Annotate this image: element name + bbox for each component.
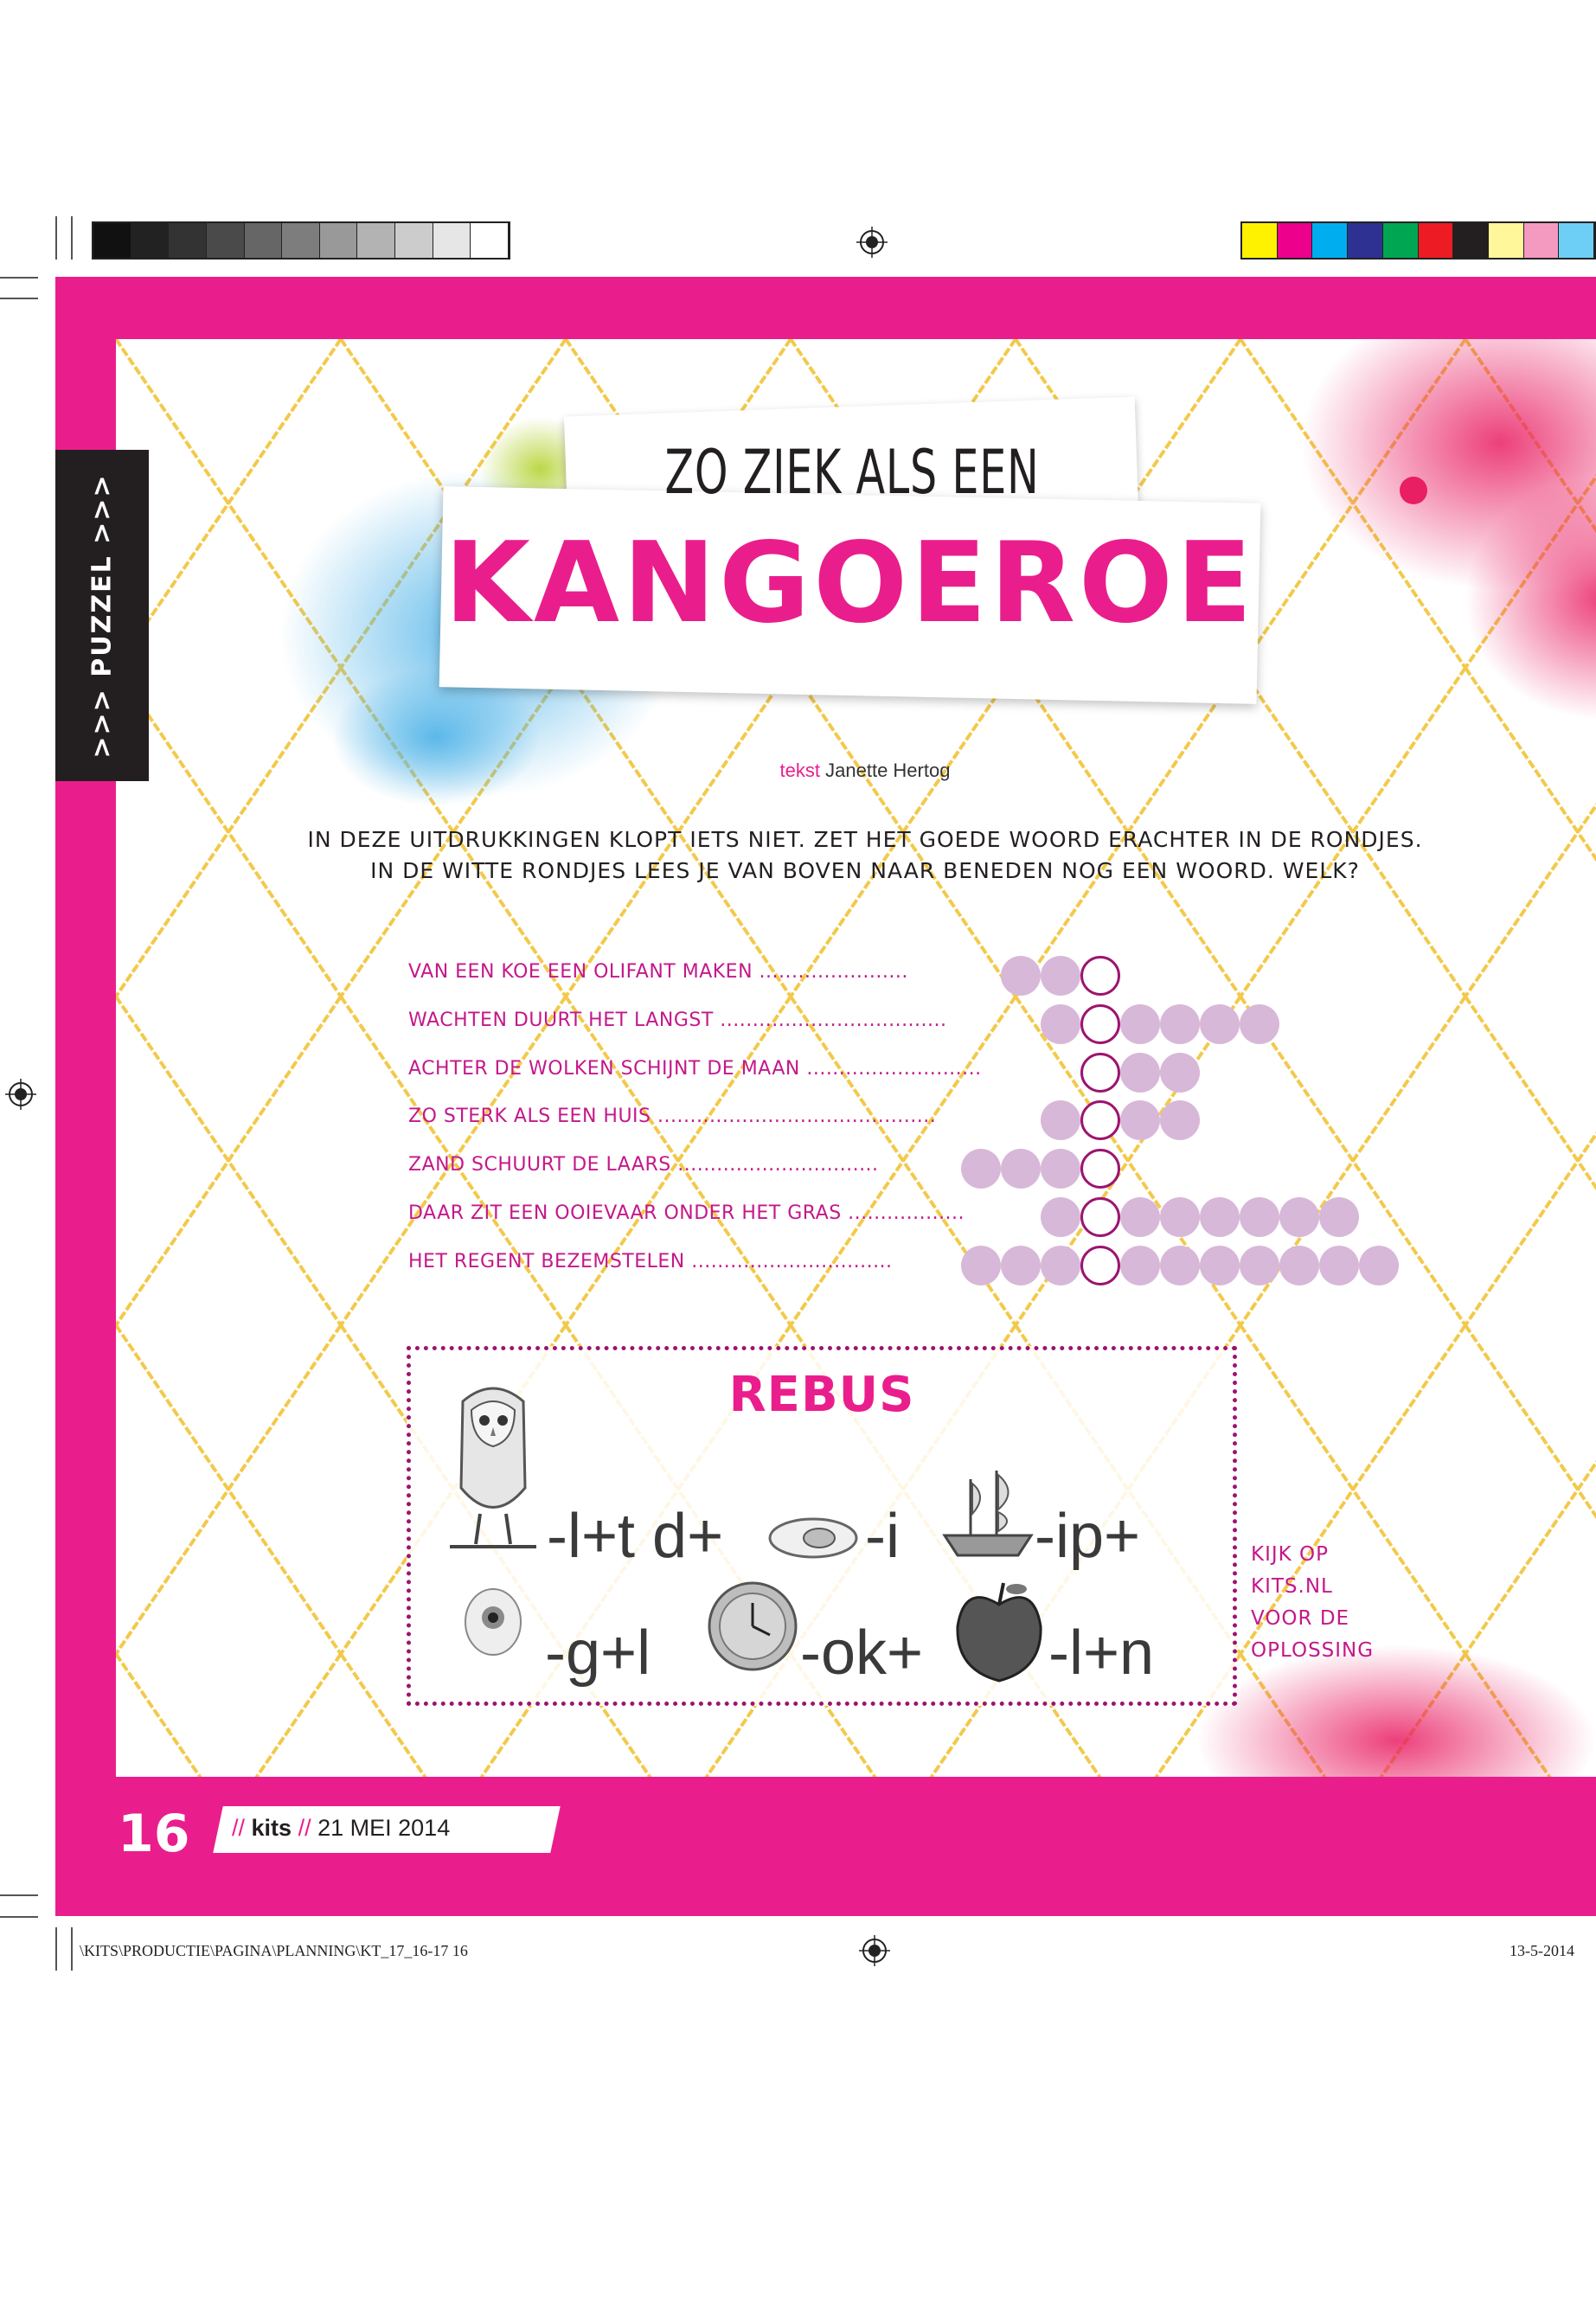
footer-issue — [232, 1815, 450, 1842]
answer-circle[interactable] — [1041, 1246, 1080, 1285]
answer-circle[interactable] — [1120, 1004, 1160, 1044]
answer-circle[interactable] — [1160, 1004, 1200, 1044]
answer-circle[interactable] — [1041, 956, 1080, 996]
crop-mark — [55, 216, 57, 260]
crop-mark — [0, 277, 38, 279]
answer-circle[interactable] — [1160, 1053, 1200, 1093]
rebus-line1-part2: -i — [865, 1502, 900, 1571]
answer-circle[interactable] — [1001, 1149, 1041, 1189]
section-tab-label: >>> PUZZEL >>> — [87, 473, 118, 759]
footer-slashes-2: // — [298, 1815, 311, 1841]
instructions-line-1: IN DEZE UITDRUKKINGEN KLOPT IETS NIET. ZET HET GOEDE WOORD ERACHTER IN DE RONDJES. — [307, 827, 1423, 852]
byline-author: Janette Hertog — [825, 760, 951, 781]
rebus-line1-part1: -l+t d+ — [547, 1502, 724, 1571]
answer-circle[interactable] — [1279, 1197, 1319, 1237]
answer-circle[interactable] — [1279, 1246, 1319, 1285]
registration-mark-icon — [856, 227, 888, 258]
slug-date: 13-5-2014 — [1509, 1942, 1574, 1959]
footer-date: 21 MEI 2014 — [317, 1815, 451, 1841]
answer-circle[interactable] — [1319, 1246, 1359, 1285]
section-tab — [55, 450, 149, 781]
answer-circle[interactable] — [1200, 1004, 1240, 1044]
page-title: KANGOEROE — [444, 519, 1256, 648]
rebus-title: REBUS — [728, 1367, 915, 1423]
solution-note-line-2: KITS.NL — [1251, 1575, 1333, 1598]
footer-brand: kits — [251, 1815, 292, 1841]
rebus-line2-part2: -ok+ — [800, 1618, 924, 1688]
answer-circle[interactable] — [1160, 1197, 1200, 1237]
eye-icon — [458, 1583, 528, 1661]
footer-slashes: // — [232, 1815, 246, 1841]
rebus-line1-part3: -ip+ — [1035, 1502, 1141, 1571]
answer-circle[interactable] — [1240, 1004, 1279, 1044]
answer-circle[interactable] — [1200, 1246, 1240, 1285]
answer-circle-key[interactable] — [1080, 1149, 1120, 1189]
byline — [606, 760, 1125, 782]
solution-note-line-3: VOOR DE — [1251, 1607, 1350, 1630]
answer-circle[interactable] — [961, 1246, 1001, 1285]
answer-circle-key[interactable] — [1080, 1053, 1120, 1093]
byline-label: tekst — [779, 760, 821, 781]
instructions-line-2: IN DE WITTE RONDJES LEES JE VAN BOVEN NAAR BENEDEN NOG EEN WOORD. WELK? — [370, 858, 1360, 883]
answer-circle[interactable] — [1319, 1197, 1359, 1237]
slug-path: \KITS\PRODUCTIE\PAGINA\PLANNING\KT_17_16-17 16 — [80, 1942, 468, 1959]
crop-mark — [0, 298, 38, 299]
answer-circle-key[interactable] — [1080, 956, 1120, 996]
answer-circle[interactable] — [1001, 1246, 1041, 1285]
answer-circle[interactable] — [1359, 1246, 1399, 1285]
clock-icon — [705, 1579, 800, 1674]
answer-circle[interactable] — [1041, 1004, 1080, 1044]
answer-circle[interactable] — [1160, 1246, 1200, 1285]
fried-egg-icon — [766, 1512, 861, 1564]
answer-circle[interactable] — [1240, 1197, 1279, 1237]
puzzle-row-text: DAAR ZIT EEN OOIEVAAR ONDER HET GRAS .................. — [408, 1202, 965, 1224]
title-subline: ZO ZIEK ALS EEN — [664, 437, 1040, 508]
answer-circle[interactable] — [1240, 1246, 1279, 1285]
puzzle-row-text: ACHTER DE WOLKEN SCHIJNT DE MAAN ........................... — [408, 1057, 982, 1080]
answer-circle[interactable] — [1041, 1197, 1080, 1237]
apple-icon — [952, 1579, 1047, 1687]
ship-icon — [936, 1462, 1040, 1566]
puzzle-row-text: HET REGENT BEZEMSTELEN ............................... — [408, 1250, 893, 1272]
rebus-line2-part3: -l+n — [1048, 1618, 1155, 1688]
registration-mark-icon — [5, 1079, 36, 1110]
answer-circle[interactable] — [961, 1149, 1001, 1189]
puzzle-row-text: VAN EEN KOE EEN OLIFANT MAKEN ....................... — [408, 961, 908, 983]
answer-circle[interactable] — [1120, 1197, 1160, 1237]
crop-mark — [71, 216, 73, 260]
crop-mark — [0, 1916, 38, 1918]
puzzle-row-text: ZO STERK ALS EEN HUIS ........................................... — [408, 1106, 937, 1128]
owl-icon — [445, 1375, 541, 1557]
answer-circle-key[interactable] — [1080, 1246, 1120, 1285]
solution-note-line-1: KIJK OP — [1251, 1543, 1330, 1566]
puzzle-row-text: ZAND SCHUURT DE LAARS ............................... — [408, 1154, 879, 1176]
answer-circle[interactable] — [1001, 956, 1041, 996]
registration-mark-icon — [859, 1935, 890, 1966]
answer-circle[interactable] — [1041, 1149, 1080, 1189]
answer-circle[interactable] — [1200, 1197, 1240, 1237]
grayscale-color-bar — [92, 221, 510, 260]
answer-circle[interactable] — [1120, 1246, 1160, 1285]
crop-mark — [55, 1927, 57, 1971]
crop-mark — [0, 1894, 38, 1896]
answer-circle-key[interactable] — [1080, 1197, 1120, 1237]
process-color-bar — [1240, 221, 1596, 260]
solution-note-line-4: OPLOSSING — [1251, 1639, 1375, 1662]
answer-circle-key[interactable] — [1080, 1004, 1120, 1044]
crop-mark — [71, 1927, 73, 1971]
rebus-line2-part1: -g+l — [545, 1618, 651, 1688]
puzzle-row-text: WACHTEN DUURT HET LANGST ................................... — [408, 1009, 947, 1031]
answer-circle[interactable] — [1120, 1053, 1160, 1093]
page-number: 16 — [118, 1804, 190, 1864]
